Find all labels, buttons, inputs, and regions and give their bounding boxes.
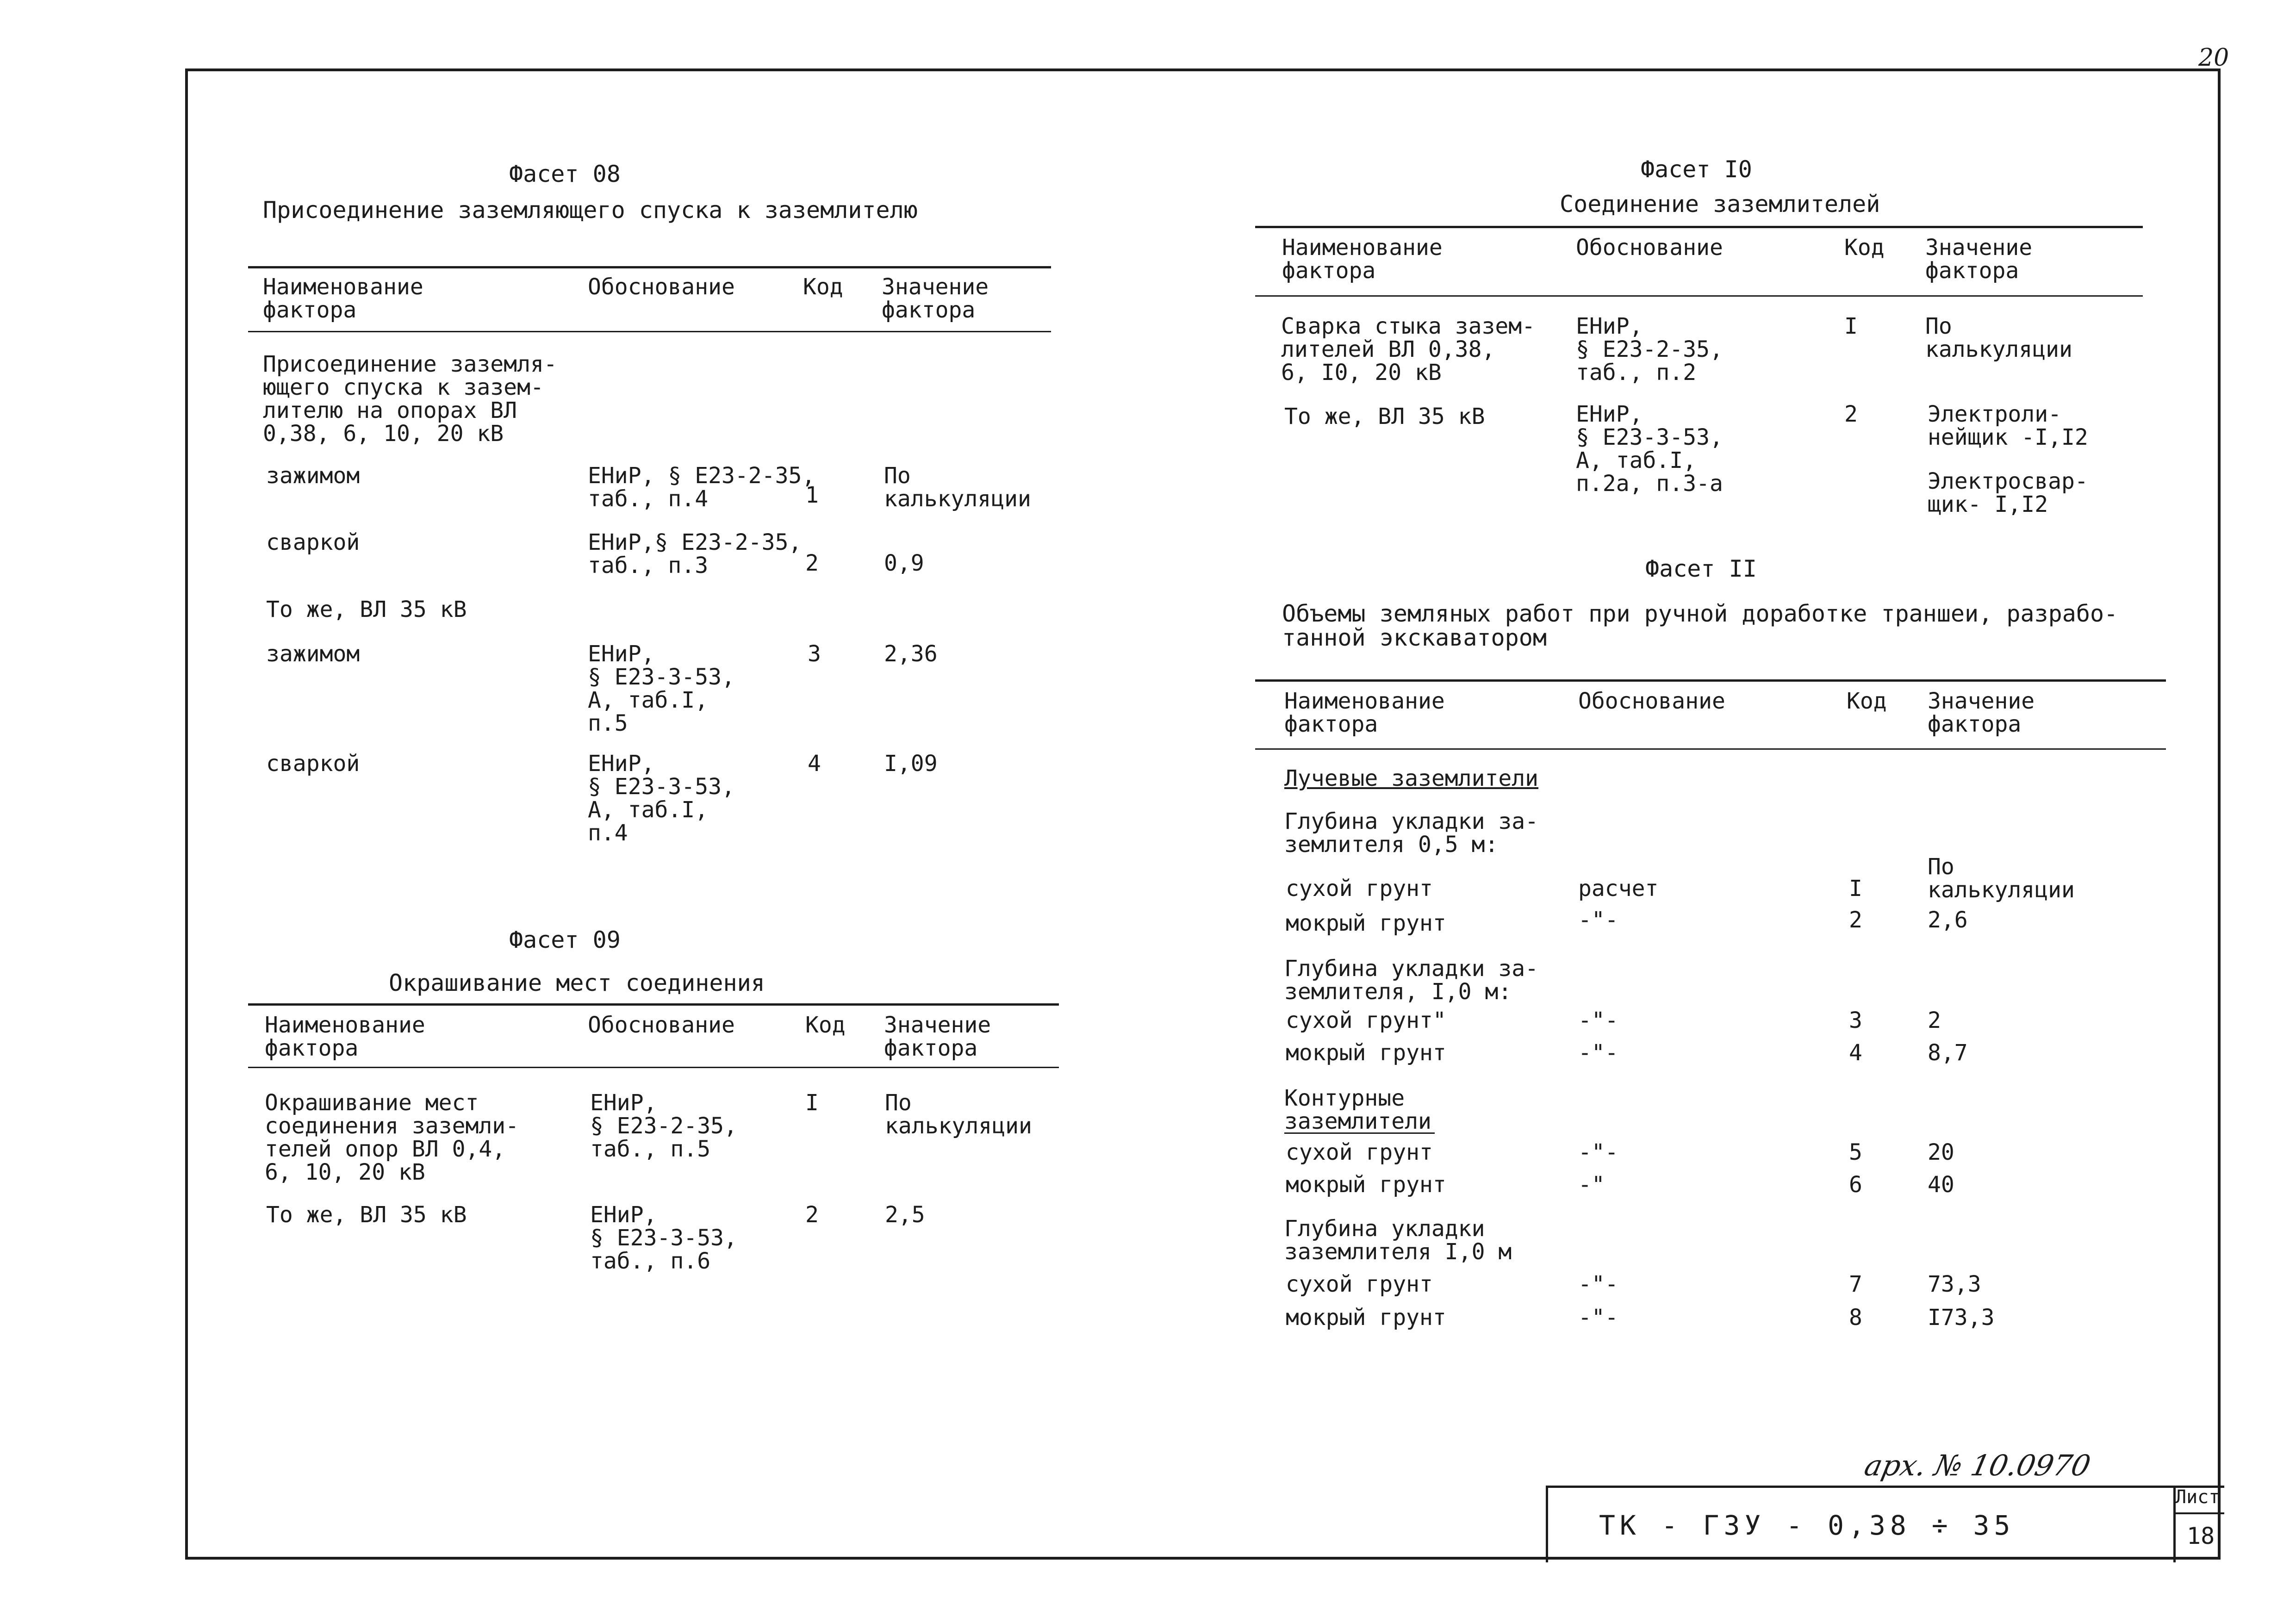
facet09-row-code: I	[805, 1090, 819, 1116]
facet08-row-code: 4	[808, 751, 821, 777]
facet11-section-contour: Контурные заземлители	[1284, 1085, 1431, 1134]
facet11-row-value: 40	[1928, 1172, 1954, 1198]
facet08-title: Фасет 08	[509, 161, 621, 187]
facet08-header-rule	[248, 331, 1051, 332]
facet08-header-name: Наименование фактора	[263, 274, 423, 323]
facet11-row-name: сухой грунт	[1286, 876, 1433, 902]
facet11-row-code: 5	[1849, 1139, 1862, 1165]
facet08-row-value: I,09	[884, 751, 938, 777]
facet09-header-rule	[248, 1067, 1059, 1068]
facet09-row-value: По калькуляции	[885, 1090, 1032, 1139]
facet11-row-name: мокрый грунт	[1286, 1040, 1446, 1066]
facet08-row-name: сваркой	[266, 529, 360, 555]
facet11-header-rule	[1255, 748, 2166, 750]
facet10-row-value: По калькуляции	[1925, 313, 2072, 362]
facet11-row-value: 2	[1928, 1007, 1941, 1033]
facet11-row-code: 7	[1849, 1271, 1862, 1297]
facet09-subtitle: Окрашивание мест соединения	[389, 970, 765, 996]
facet08-row-code: 1	[805, 482, 819, 508]
facet08-row-name: зажимом	[266, 641, 360, 667]
facet10-title: Фасет I0	[1641, 156, 1752, 183]
facet10-row-code: I	[1844, 313, 1858, 339]
facet08-row-basis: ЕНиР,§ Е23-2-35, таб., п.3	[588, 529, 802, 578]
facet10-subtitle: Соединение заземлителей	[1560, 191, 1880, 218]
facet11-top-rule	[1255, 679, 2166, 682]
facet11-row-value: I73,3	[1928, 1305, 1995, 1331]
facet08-row-name: зажимом	[266, 463, 360, 489]
facet11-header-basis: Обоснование	[1578, 688, 1725, 714]
facet11-title: Фасет II	[1645, 555, 1757, 582]
facet11-row-basis: -"-	[1578, 1040, 1618, 1066]
facet09-row-basis: ЕНиР, § Е23-3-53, таб., п.6	[590, 1202, 737, 1274]
drawing-frame	[185, 68, 2221, 1560]
facet11-row-value: 8,7	[1928, 1040, 1968, 1066]
facet09-header-name: Наименование фактора	[265, 1012, 425, 1061]
facet11-section-contour-underline	[1284, 1132, 1435, 1134]
facet09-row-name: Окрашивание мест соединения заземли- телей опор ВЛ 0,4, 6, 10, 20 кВ	[265, 1090, 519, 1185]
page-number: 20	[2198, 44, 2229, 72]
facet08-top-rule	[248, 266, 1051, 268]
facet08-row-basis: ЕНиР, § Е23-3-53, А, таб.I, п.5	[588, 641, 735, 736]
facet11-header-name: Наименование фактора	[1284, 688, 1445, 737]
facet10-row-name: То же, ВЛ 35 кВ	[1284, 404, 1485, 429]
facet10-header-value: Значение фактора	[1925, 235, 2033, 284]
facet11-row-basis: -"-	[1578, 1007, 1618, 1033]
facet10-row-name: Сварка стыка зазем- лителей ВЛ 0,38, 6, I0, 20 кВ	[1281, 313, 1536, 386]
facet09-title: Фасет 09	[509, 927, 621, 953]
document-code: ТК - ГЗУ - 0,38 ÷ 35	[1599, 1510, 2015, 1541]
facet11-row-code: 6	[1849, 1172, 1862, 1198]
facet11-row-value: 73,3	[1928, 1271, 1981, 1297]
facet11-section-radial: Лучевые заземлители	[1284, 765, 1539, 791]
facet11-group-depth-05: Глубина укладки за- землителя 0,5 м:	[1284, 808, 1539, 858]
facet11-row-basis: -"	[1578, 1172, 1605, 1198]
facet11-row-basis: -"-	[1578, 1139, 1618, 1165]
facet11-row-name: сухой грунт	[1286, 1139, 1433, 1165]
facet11-group-contour-depth: Глубина укладки заземлителя I,0 м	[1284, 1216, 1512, 1265]
facet11-row-code: 3	[1849, 1007, 1862, 1033]
facet11-row-code: 8	[1849, 1305, 1862, 1331]
facet11-row-name: сухой грунт	[1286, 1271, 1433, 1297]
facet11-row-basis: -"-	[1578, 1305, 1618, 1331]
facet11-group-depth-10: Глубина укладки за- землителя, I,0 м:	[1284, 956, 1539, 1005]
facet09-header-value: Значение фактора	[884, 1012, 991, 1061]
facet09-header-code: Код	[805, 1012, 846, 1038]
archive-number-handwritten: арх. № 10.0970	[1861, 1449, 2094, 1482]
facet11-row-basis: -"-	[1578, 1271, 1618, 1297]
facet10-row-basis: ЕНиР, § Е23-3-53, А, таб.I, п.2а, п.3-а	[1576, 401, 1723, 497]
facet09-top-rule	[248, 1003, 1059, 1006]
facet09-header-basis: Обоснование	[588, 1012, 735, 1038]
facet10-row-code: 2	[1844, 401, 1858, 427]
facet11-row-value: 2,6	[1928, 907, 1968, 933]
facet10-header-basis: Обоснование	[1576, 235, 1723, 261]
facet08-row-code: 3	[808, 641, 821, 667]
facet09-row-code: 2	[805, 1202, 819, 1228]
facet10-header-code: Код	[1844, 235, 1885, 261]
facet10-row-value: Электросвар- щик- I,I2	[1928, 468, 2088, 517]
facet11-row-code: 4	[1849, 1040, 1862, 1066]
facet09-row-basis: ЕНиР, § Е23-2-35, таб., п.5	[590, 1090, 737, 1162]
facet11-row-name: мокрый грунт	[1286, 910, 1446, 936]
facet08-row-value: 2,36	[884, 641, 938, 667]
facet08-header-code: Код	[803, 274, 843, 300]
facet08-row-basis: ЕНиР, § Е23-3-53, А, таб.I, п.4	[588, 751, 735, 846]
facet09-row-name: То же, ВЛ 35 кВ	[266, 1202, 467, 1228]
facet11-row-name: сухой грунт"	[1286, 1007, 1446, 1033]
facet08-row-name: То же, ВЛ 35 кВ	[266, 597, 467, 622]
facet08-subtitle: Присоединение заземляющего спуска к заземлителю	[263, 197, 918, 224]
facet08-row-value: По калькуляции	[884, 463, 1031, 512]
facet10-header-rule	[1255, 295, 2143, 297]
facet08-row-name: Присоединение заземля- ющего спуска к зазем- лителю на опорах ВЛ 0,38, 6, 10, 20 кВ	[263, 351, 557, 447]
facet08-row-basis: ЕНиР, § Е23-2-35, таб., п.4	[588, 463, 815, 512]
facet10-row-value: Электроли- нейщик -I,I2	[1928, 401, 2088, 450]
facet11-row-value: По калькуляции	[1928, 854, 2075, 903]
facet08-header-value: Значение фактора	[882, 274, 989, 323]
facet08-row-code: 2	[805, 550, 819, 576]
facet08-row-name: сваркой	[266, 751, 360, 777]
facet10-top-rule	[1255, 226, 2143, 228]
facet11-row-code: 2	[1849, 907, 1862, 933]
facet11-row-code: I	[1849, 876, 1862, 902]
facet11-subtitle: Объемы земляных работ при ручной доработке траншеи, разрабо- танной экскаватором	[1282, 600, 2118, 651]
facet09-row-value: 2,5	[885, 1202, 925, 1228]
facet08-header-basis: Обоснование	[588, 274, 735, 300]
facet08-row-value: 0,9	[884, 550, 924, 576]
facet11-row-basis: расчет	[1578, 876, 1659, 902]
facet10-row-basis: ЕНиР, § Е23-2-35, таб., п.2	[1576, 313, 1723, 386]
sheet-label: Лист	[2175, 1486, 2220, 1508]
facet11-row-name: мокрый грунт	[1286, 1305, 1446, 1331]
facet11-row-value: 20	[1928, 1139, 1954, 1165]
facet11-header-value: Значение фактора	[1928, 688, 2035, 737]
facet10-header-name: Наименование фактора	[1282, 235, 1443, 284]
sheet-box-divider	[2173, 1512, 2224, 1514]
facet11-row-name: мокрый грунт	[1286, 1172, 1446, 1198]
sheet-number: 18	[2187, 1523, 2215, 1549]
facet11-header-code: Код	[1847, 688, 1887, 714]
facet11-row-basis: -"-	[1578, 907, 1618, 933]
